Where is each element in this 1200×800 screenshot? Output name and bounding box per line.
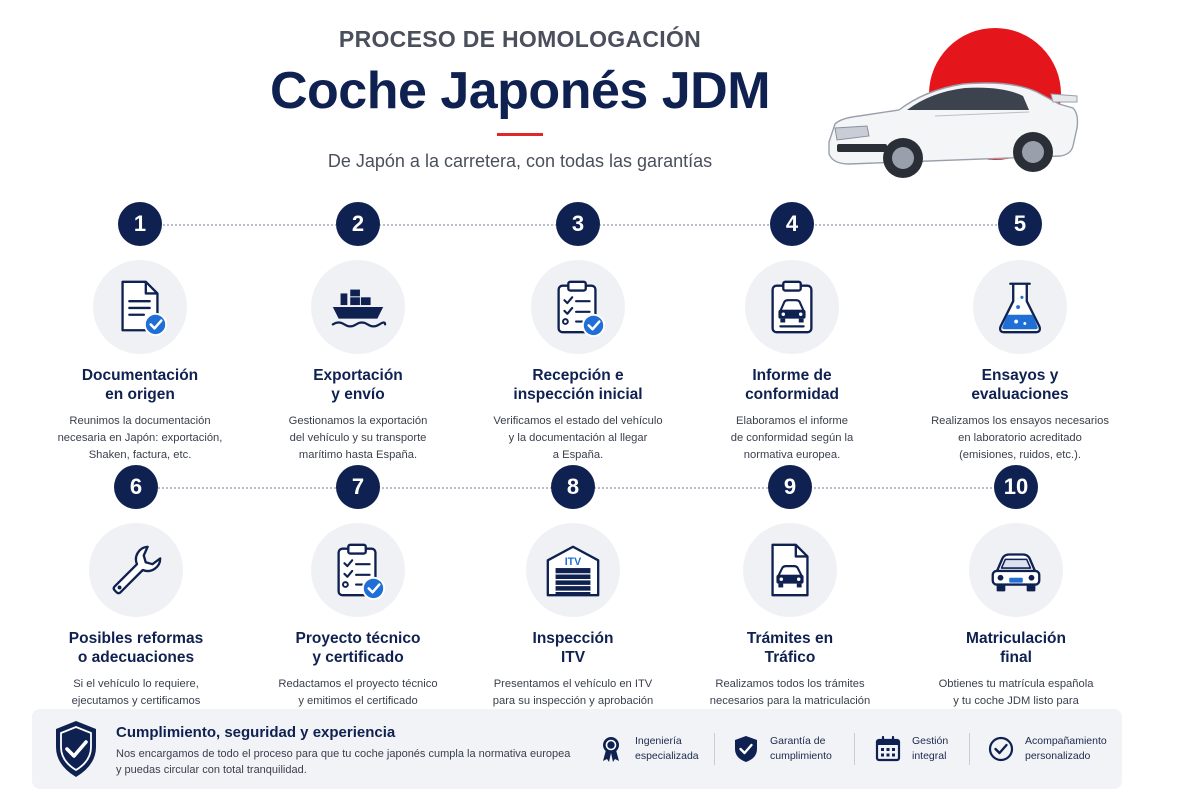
step-icon-circle — [311, 523, 405, 617]
step-title: Inspección ITV — [532, 630, 614, 666]
footer-banner — [32, 709, 1122, 789]
supertitle: PROCESO DE HOMOLOGACIÓN — [338, 26, 702, 52]
step-icon-circle — [89, 523, 183, 617]
check-circle-icon — [987, 735, 1015, 763]
step-10 — [911, 465, 1121, 727]
step-description: Realizamos los ensayos necesarios en laboratorio acreditado (emisiones, ruidos, etc.). — [931, 415, 1109, 461]
step-description: Reunimos la documentación necesaria en Japón: exportación, Shaken, factura, etc. — [57, 415, 223, 461]
footer-text: Nos encargamos de todo el proceso para que tu coche japonés cumpla la normativa europea y puedas circular con total tranquilidad. — [116, 748, 571, 776]
calendar-icon — [874, 735, 902, 763]
feature-label: Gestión integral — [912, 735, 949, 762]
step-number: 7 — [336, 465, 380, 509]
step-icon-circle — [311, 260, 405, 354]
step-5 — [915, 202, 1125, 464]
step-title: Matriculación final — [966, 630, 1066, 666]
title-divider — [497, 133, 543, 136]
step-description: Obtienes tu matrícula española y tu coche JDM listo para — [938, 678, 1094, 707]
clipboard-check-icon — [547, 276, 609, 338]
step-description: Verificamos el estado del vehículo y la documentación al llegar a España. — [493, 415, 663, 461]
feature-garantia — [732, 727, 832, 771]
step-2 — [253, 202, 463, 464]
step-icon-circle — [531, 260, 625, 354]
car-front-icon — [985, 539, 1047, 601]
step-description: Realizamos todos los trámites necesarios para la matriculación — [709, 678, 871, 707]
step-description: Redactamos el proyecto técnico y emitimos el certificado — [278, 678, 438, 707]
step-title: Documentación en origen — [81, 367, 199, 403]
feature-ingenieria — [597, 727, 699, 771]
step-icon-circle — [526, 523, 620, 617]
step-9 — [685, 465, 895, 727]
feature-divider — [714, 733, 715, 765]
wrench-icon — [105, 539, 167, 601]
feature-acompanamiento — [987, 727, 1107, 771]
itv-garage-icon — [542, 539, 604, 601]
step-number: 10 — [994, 465, 1038, 509]
step-description: Elaboramos el informe de conformidad según la normativa europea. — [730, 415, 854, 461]
step-title: Ensayos y evaluaciones — [971, 367, 1069, 403]
step-number: 2 — [336, 202, 380, 246]
shield-check-icon — [732, 735, 760, 763]
step-number: 6 — [114, 465, 158, 509]
step-8 — [468, 465, 678, 727]
step-number: 8 — [551, 465, 595, 509]
clipboard-check-icon — [327, 539, 389, 601]
step-title: Exportación y envío — [313, 367, 403, 403]
step-1 — [35, 202, 245, 464]
page-title: Coche Japonés JDM — [269, 62, 771, 120]
step-7 — [253, 465, 463, 727]
step-description: Gestionamos la exportación del vehículo y su transporte marítimo hasta España. — [288, 415, 428, 461]
step-4 — [687, 202, 897, 464]
step-icon-circle — [969, 523, 1063, 617]
step-description: Si el vehículo lo requiere, ejecutamos y certificamos — [71, 678, 201, 707]
itv-label: ITV — [564, 556, 582, 569]
footer-title: Cumplimiento, seguridad y experiencia — [116, 724, 396, 741]
feature-gestion — [874, 727, 948, 771]
shield-check-icon — [52, 719, 100, 779]
clipboard-car-icon — [761, 276, 823, 338]
step-description: Presentamos el vehículo en ITV para su inspección y aprobación — [492, 678, 654, 707]
step-icon-circle — [93, 260, 187, 354]
document-check-icon — [109, 276, 171, 338]
step-number: 3 — [556, 202, 600, 246]
step-title: Posibles reformas o adecuaciones — [68, 630, 204, 666]
step-title: Trámites en Tráfico — [746, 630, 834, 666]
page-subtitle: De Japón a la carretera, con todas las garantías — [327, 151, 713, 171]
lab-flask-icon — [989, 276, 1051, 338]
award-medal-icon — [597, 735, 625, 763]
feature-label: Ingeniería especializada — [635, 735, 699, 762]
feature-divider — [854, 733, 855, 765]
step-number: 4 — [770, 202, 814, 246]
step-icon-circle — [745, 260, 839, 354]
step-icon-circle — [743, 523, 837, 617]
step-title: Proyecto técnico y certificado — [295, 630, 421, 666]
document-car-icon — [759, 539, 821, 601]
step-icon-circle — [973, 260, 1067, 354]
step-title: Informe de conformidad — [745, 367, 839, 403]
step-number: 9 — [768, 465, 812, 509]
hero-jdm-car-illustration — [815, 24, 1095, 194]
feature-label: Acompañamiento personalizado — [1025, 735, 1107, 762]
feature-divider — [969, 733, 970, 765]
car-icon — [829, 83, 1078, 178]
feature-label: Garantía de cumplimiento — [770, 735, 832, 762]
cargo-ship-icon — [327, 276, 389, 338]
step-3 — [473, 202, 683, 464]
step-title: Recepción e inspección inicial — [513, 367, 643, 403]
step-number: 5 — [998, 202, 1042, 246]
step-number: 1 — [118, 202, 162, 246]
step-6 — [31, 465, 241, 727]
